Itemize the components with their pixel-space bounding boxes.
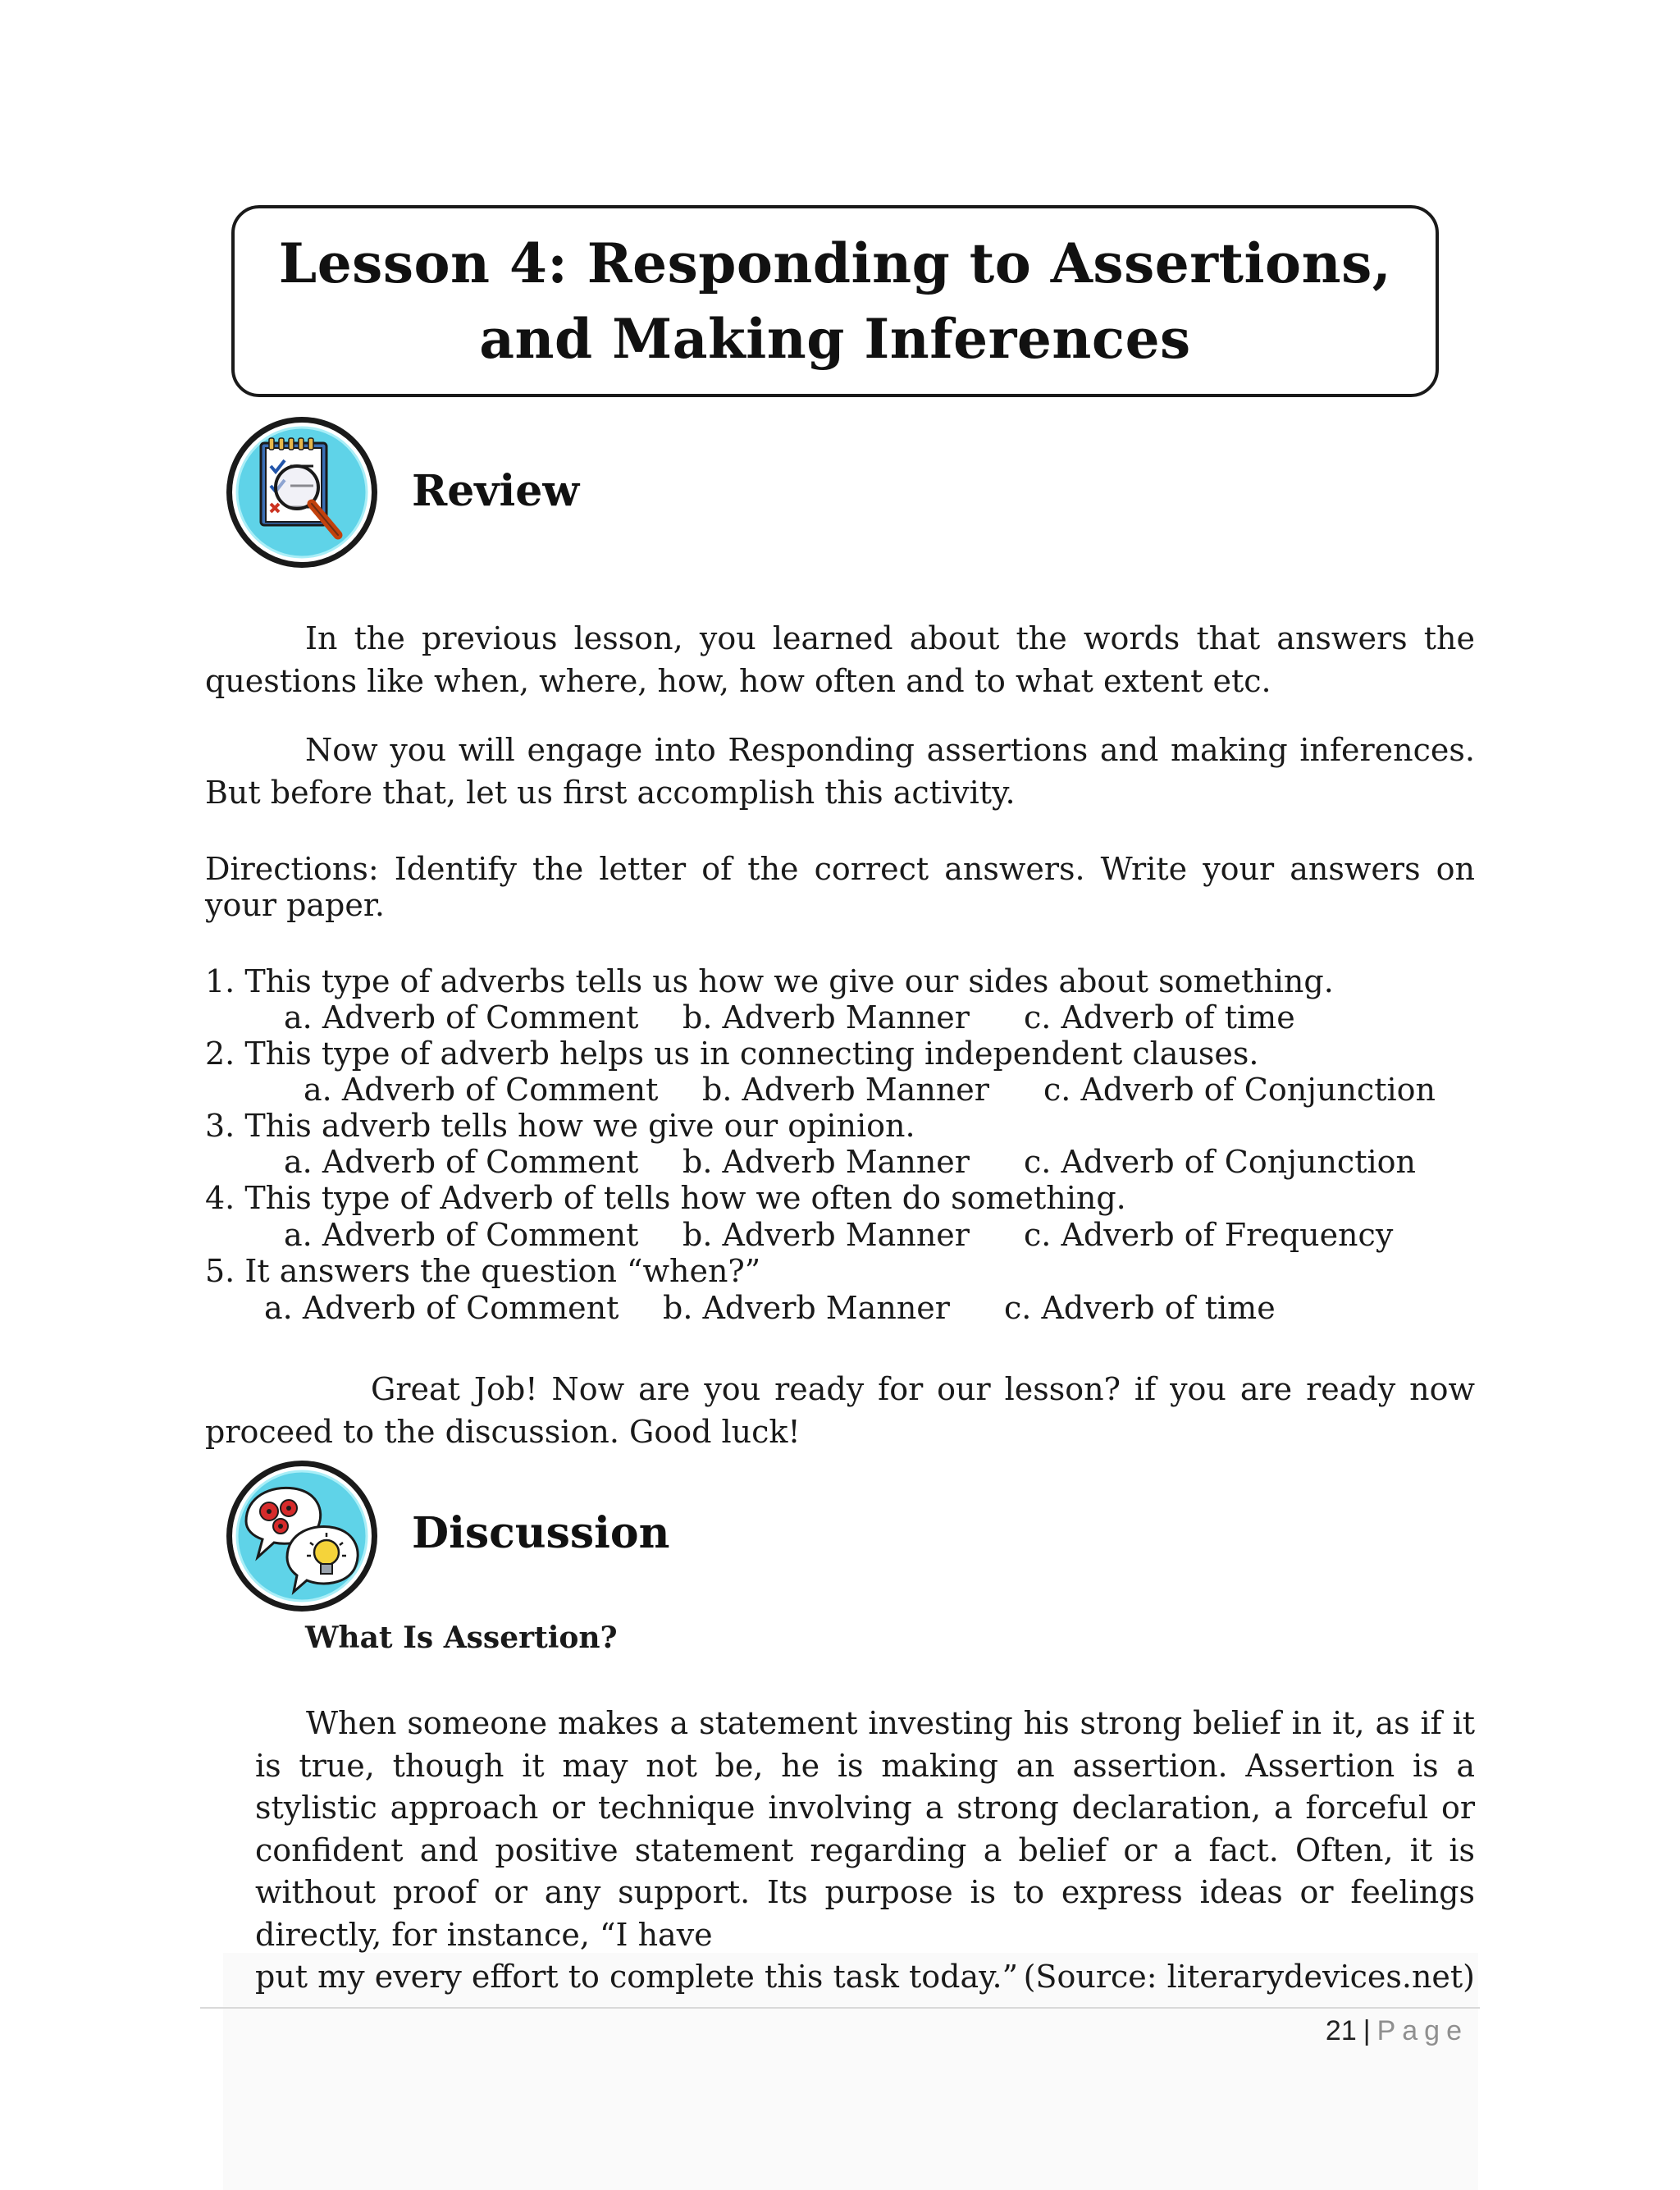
page-label: Page <box>1376 2015 1468 2046</box>
question-3-option-c: c. Adverb of Conjunction <box>1024 1144 1416 1180</box>
review-paragraph-2 <box>205 729 1475 814</box>
review-paragraph-1-text: In the previous lesson, you learned about the words that answers the questions like when, where, how, how often and to what extent etc. <box>205 620 1475 699</box>
page-number: 21 <box>1325 2015 1357 2046</box>
question-2-option-b: b. Adverb Manner <box>702 1072 989 1108</box>
question-2-option-c: c. Adverb of Conjunction <box>1043 1072 1436 1108</box>
review-paragraph-2-text: Now you will engage into Responding assertions and making inferences. But before that, let us first accomplish this activity. <box>205 732 1475 811</box>
question-5-option-c: c. Adverb of time <box>1004 1290 1276 1326</box>
question-5: 5. It answers the question “when?” <box>205 1253 761 1289</box>
question-4-option-a: a. Adverb of Comment <box>284 1217 639 1253</box>
question-5-option-a: a. Adverb of Comment <box>264 1290 619 1326</box>
lesson-title-line-1: Lesson 4: Responding to Assertions, <box>278 231 1392 295</box>
assertion-paragraph <box>255 1703 1475 1999</box>
review-heading: Review <box>412 466 580 516</box>
discussion-heading: Discussion <box>412 1508 670 1558</box>
assertion-last-line <box>255 1956 1475 1999</box>
assertion-last-line-text: put my every effort to complete this task today.” <box>255 1959 1019 1995</box>
assertion-subheading: What Is Assertion? <box>305 1621 618 1655</box>
checklist-magnifier-icon <box>221 412 382 573</box>
question-4-option-b: b. Adverb Manner <box>682 1217 970 1253</box>
great-job-text: Great Job! Now are you ready for our lesson? if you are ready now proceed to the discussion. Good luck! <box>205 1371 1475 1450</box>
question-4-option-c: c. Adverb of Frequency <box>1024 1217 1394 1253</box>
lesson-title-line-2: and Making Inferences <box>479 307 1191 371</box>
directions-text: Directions: Identify the letter of the correct answers. Write your answers on your paper. <box>205 851 1475 923</box>
question-1-option-a: a. Adverb of Comment <box>284 999 639 1036</box>
question-2-option-a: a. Adverb of Comment <box>304 1072 659 1108</box>
question-5-option-b: b. Adverb Manner <box>663 1290 950 1326</box>
assertion-source: (Source: literarydevices.net) <box>1023 1959 1475 1995</box>
question-3-option-a: a. Adverb of Comment <box>284 1144 639 1180</box>
page-separator: | <box>1363 2015 1371 2046</box>
question-1-option-c: c. Adverb of time <box>1024 999 1295 1036</box>
question-2: 2. This type of adverb helps us in connecting independent clauses. <box>205 1036 1259 1072</box>
page-footer <box>1326 2010 1468 2051</box>
footer-divider <box>200 2007 1480 2009</box>
question-1: 1. This type of adverbs tells us how we give our sides about something. <box>205 963 1334 999</box>
question-3-option-b: b. Adverb Manner <box>682 1144 970 1180</box>
lesson-title-box <box>231 205 1439 397</box>
speech-bubbles-lightbulb-icon <box>221 1456 382 1616</box>
question-4: 4. This type of Adverb of tells how we often do something. <box>205 1180 1126 1216</box>
review-paragraph-1 <box>205 617 1475 702</box>
question-3: 3. This adverb tells how we give our opinion. <box>205 1108 915 1144</box>
assertion-body: When someone makes a statement investing his strong belief in it, as if it is true, though it may not be, he is making an assertion. Assertion is a stylistic approach or technique involving a strong declaration, a forceful or confident and positive statement regarding a belief or a fact. Often, it is without proof or any support. Its purpose is to express ideas or feelings directly, for instance, “I have <box>255 1705 1475 1953</box>
question-1-option-b: b. Adverb Manner <box>682 999 970 1036</box>
great-job-paragraph <box>205 1368 1475 1453</box>
